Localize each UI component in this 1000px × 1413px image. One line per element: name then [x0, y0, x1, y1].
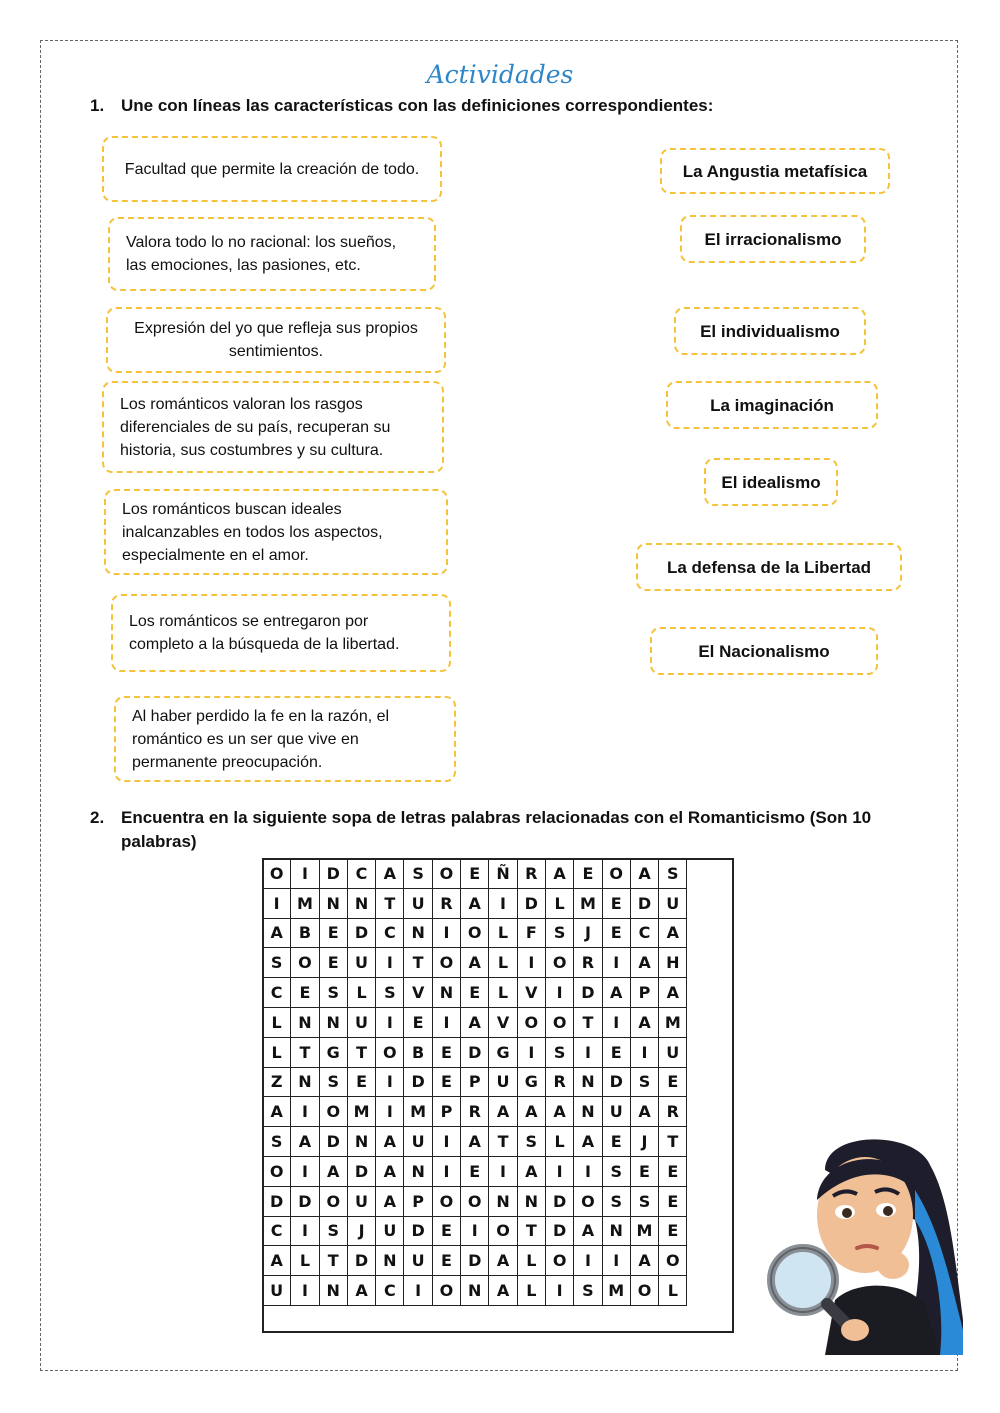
word-search-cell[interactable]: T — [376, 888, 404, 918]
term-text: La defensa de la Libertad — [666, 557, 872, 577]
word-search-cell[interactable]: Z — [263, 1067, 291, 1097]
word-search-cell[interactable]: E — [659, 1216, 687, 1246]
word-search-grid — [262, 858, 687, 1306]
word-search-cell[interactable]: O — [432, 859, 460, 889]
word-search-cell[interactable]: E — [432, 1216, 460, 1246]
word-search-cell[interactable]: L — [347, 978, 375, 1008]
word-search-cell[interactable]: R — [574, 948, 602, 978]
word-search-cell[interactable]: E — [461, 978, 489, 1008]
word-search-cell[interactable]: O — [319, 1186, 347, 1216]
word-search-cell[interactable]: A — [461, 948, 489, 978]
word-search-cell[interactable]: U — [602, 1097, 630, 1127]
word-search-cell[interactable]: S — [630, 1067, 658, 1097]
word-search-cell[interactable]: T — [574, 1007, 602, 1037]
word-search-cell[interactable]: L — [263, 1007, 291, 1037]
word-search-row — [263, 918, 687, 948]
word-search-cell[interactable]: C — [376, 918, 404, 948]
word-search-cell[interactable]: C — [263, 1216, 291, 1246]
word-search-cell[interactable]: U — [659, 888, 687, 918]
word-search-cell[interactable]: N — [404, 918, 432, 948]
word-search-row — [263, 1037, 687, 1067]
word-search-cell[interactable]: U — [263, 1276, 291, 1306]
word-search-cell[interactable]: A — [319, 1156, 347, 1186]
word-search-cell[interactable]: S — [404, 859, 432, 889]
word-search-cell[interactable]: D — [545, 1186, 573, 1216]
word-search-cell[interactable]: O — [659, 1246, 687, 1276]
word-search-cell[interactable]: E — [461, 1156, 489, 1186]
word-search-cell[interactable]: P — [404, 1186, 432, 1216]
word-search-cell[interactable]: I — [376, 1007, 404, 1037]
word-search-cell[interactable]: N — [574, 1097, 602, 1127]
word-search-cell[interactable]: I — [545, 1276, 573, 1306]
word-search-cell[interactable]: J — [574, 918, 602, 948]
word-search-cell[interactable]: A — [545, 859, 573, 889]
word-search-cell[interactable]: C — [263, 978, 291, 1008]
word-search-row — [263, 978, 687, 1008]
word-search-cell[interactable]: N — [602, 1216, 630, 1246]
word-search-cell[interactable]: S — [574, 1276, 602, 1306]
word-search-cell[interactable]: I — [602, 948, 630, 978]
term-box[interactable] — [680, 215, 866, 263]
word-search-cell[interactable]: U — [347, 1186, 375, 1216]
word-search-cell[interactable]: A — [659, 978, 687, 1008]
word-search-cell[interactable]: L — [263, 1037, 291, 1067]
word-search-cell[interactable]: E — [602, 1127, 630, 1157]
word-search-cell[interactable]: A — [489, 1246, 517, 1276]
term-box[interactable] — [636, 543, 902, 591]
word-search-cell[interactable]: S — [319, 1067, 347, 1097]
word-search-cell[interactable]: A — [347, 1276, 375, 1306]
word-search-cell[interactable]: N — [347, 888, 375, 918]
word-search-cell[interactable]: D — [347, 1156, 375, 1186]
word-search-row — [263, 859, 687, 889]
definition-text: Los románticos buscan ideales inalcanzables en todos los aspectos, especialmente en el amor. — [122, 500, 383, 564]
word-search-cell[interactable]: D — [630, 888, 658, 918]
word-search-cell[interactable]: R — [659, 1097, 687, 1127]
word-search-cell[interactable]: E — [630, 1156, 658, 1186]
word-search-cell[interactable]: C — [347, 859, 375, 889]
question-2 — [90, 806, 910, 854]
question-2-text: Encuentra en la siguiente sopa de letras palabras relacionadas con el Romanticismo (Son 10 palabras) — [121, 808, 872, 851]
word-search-cell[interactable]: I — [376, 1097, 404, 1127]
word-search-cell[interactable]: N — [291, 1007, 319, 1037]
word-search-cell[interactable]: O — [574, 1186, 602, 1216]
word-search-cell[interactable]: A — [263, 918, 291, 948]
word-search-cell[interactable]: D — [574, 978, 602, 1008]
page-title: Actividades — [426, 60, 574, 89]
avatar-detective-illustration — [765, 1130, 963, 1355]
word-search-cell[interactable]: I — [545, 978, 573, 1008]
word-search-cell[interactable]: M — [659, 1007, 687, 1037]
word-search-cell[interactable]: I — [404, 1276, 432, 1306]
term-text: El idealismo — [721, 472, 821, 492]
word-search-cell[interactable]: U — [404, 1246, 432, 1276]
word-search-cell[interactable]: D — [602, 1067, 630, 1097]
word-search-cell[interactable]: M — [602, 1276, 630, 1306]
definition-box[interactable] — [111, 594, 451, 672]
word-search-cell[interactable]: E — [659, 1186, 687, 1216]
word-search-cell[interactable]: O — [263, 859, 291, 889]
word-search-cell[interactable]: C — [630, 918, 658, 948]
word-search-cell[interactable]: I — [291, 1156, 319, 1186]
word-search-cell[interactable]: O — [461, 918, 489, 948]
word-search-cell[interactable]: N — [319, 1276, 347, 1306]
word-search-cell[interactable]: I — [489, 888, 517, 918]
word-search-cell[interactable]: E — [404, 1007, 432, 1037]
word-search-cell[interactable]: A — [376, 859, 404, 889]
definition-text: Expresión del yo que refleja sus propios sentimientos. — [134, 320, 418, 360]
word-search-cell[interactable]: U — [489, 1067, 517, 1097]
word-search-cell[interactable]: A — [461, 1127, 489, 1157]
word-search-cell[interactable]: E — [461, 859, 489, 889]
word-search-cell[interactable]: O — [432, 1186, 460, 1216]
word-search-cell[interactable]: O — [376, 1037, 404, 1067]
question-1-text: Une con líneas las características con las definiciones correspondientes: — [121, 96, 714, 115]
word-search-cell[interactable]: V — [404, 978, 432, 1008]
word-search-cell[interactable]: O — [432, 1276, 460, 1306]
word-search-cell[interactable]: F — [517, 918, 545, 948]
word-search-cell[interactable]: E — [432, 1067, 460, 1097]
word-search-cell[interactable]: O — [602, 859, 630, 889]
word-search-cell[interactable]: S — [602, 1156, 630, 1186]
word-search-cell[interactable]: M — [291, 888, 319, 918]
word-search-cell[interactable]: E — [602, 918, 630, 948]
definition-box[interactable] — [108, 217, 436, 291]
word-search-cell[interactable]: D — [545, 1216, 573, 1246]
word-search-row — [263, 1007, 687, 1037]
word-search-cell[interactable]: N — [404, 1156, 432, 1186]
word-search-cell[interactable]: I — [291, 1216, 319, 1246]
word-search-row — [263, 1097, 687, 1127]
word-search-cell[interactable]: I — [291, 1276, 319, 1306]
word-search-cell[interactable]: S — [602, 1186, 630, 1216]
word-search-cell[interactable]: I — [602, 1007, 630, 1037]
word-search-cell[interactable]: A — [574, 1127, 602, 1157]
word-search-cell[interactable]: I — [432, 1007, 460, 1037]
word-search-cell[interactable]: O — [291, 948, 319, 978]
word-search-cell[interactable]: R — [517, 859, 545, 889]
word-search-cell[interactable]: E — [659, 1156, 687, 1186]
word-search-cell[interactable]: A — [630, 948, 658, 978]
question-1-number: 1. — [90, 96, 105, 115]
word-search-cell[interactable]: T — [517, 1216, 545, 1246]
word-search-cell[interactable]: M — [630, 1216, 658, 1246]
word-search-cell[interactable]: O — [319, 1097, 347, 1127]
word-search-cell[interactable]: S — [263, 1127, 291, 1157]
word-search-cell[interactable]: A — [630, 1007, 658, 1037]
word-search-cell[interactable]: E — [291, 978, 319, 1008]
word-search-cell[interactable]: O — [263, 1156, 291, 1186]
word-search-cell[interactable]: V — [517, 978, 545, 1008]
word-search-cell[interactable]: I — [574, 1246, 602, 1276]
word-search-cell[interactable]: D — [291, 1186, 319, 1216]
word-search-cell[interactable]: N — [319, 888, 347, 918]
word-search-cell[interactable]: A — [263, 1246, 291, 1276]
term-text: La Angustia metafísica — [682, 161, 868, 181]
word-search-cell[interactable]: N — [461, 1276, 489, 1306]
word-search-cell[interactable]: T — [489, 1127, 517, 1157]
word-search-cell[interactable]: O — [545, 948, 573, 978]
word-search-cell[interactable]: I — [574, 1037, 602, 1067]
word-search-cell[interactable]: J — [630, 1127, 658, 1157]
word-search-cell[interactable]: A — [461, 1007, 489, 1037]
word-search-cell[interactable]: L — [545, 1127, 573, 1157]
word-search-cell[interactable]: I — [376, 1067, 404, 1097]
word-search-cell[interactable]: I — [263, 888, 291, 918]
word-search-cell[interactable]: E — [602, 1037, 630, 1067]
word-search-cell[interactable]: S — [517, 1127, 545, 1157]
word-search-cell[interactable]: L — [291, 1246, 319, 1276]
word-search-cell[interactable]: B — [404, 1037, 432, 1067]
word-search-cell[interactable]: S — [545, 1037, 573, 1067]
word-search-cell[interactable]: O — [630, 1276, 658, 1306]
word-search-cell[interactable]: A — [376, 1127, 404, 1157]
question-1 — [90, 94, 890, 118]
word-search-cell[interactable]: I — [545, 1156, 573, 1186]
word-search-cell[interactable]: A — [376, 1156, 404, 1186]
word-search-cell[interactable]: Ñ — [489, 859, 517, 889]
word-search-row — [263, 1246, 687, 1276]
word-search-cell[interactable]: E — [659, 1067, 687, 1097]
word-search-cell[interactable]: P — [630, 978, 658, 1008]
word-search-cell[interactable]: L — [659, 1276, 687, 1306]
word-search-cell[interactable]: I — [574, 1156, 602, 1186]
definition-text: Al haber perdido la fe en la razón, el romántico es un ser que vive en permanente preocupación. — [132, 707, 390, 771]
word-search-cell[interactable]: D — [263, 1186, 291, 1216]
word-search-cell[interactable]: E — [602, 888, 630, 918]
term-text: La imaginación — [710, 395, 834, 415]
word-search-cell[interactable]: A — [489, 1097, 517, 1127]
word-search-cell[interactable]: I — [291, 859, 319, 889]
word-search-cell[interactable]: P — [432, 1097, 460, 1127]
word-search-cell[interactable]: I — [517, 948, 545, 978]
definition-text: Facultad que permite la creación de todo. — [124, 160, 420, 178]
word-search-cell[interactable]: D — [517, 888, 545, 918]
term-text: El individualismo — [700, 321, 840, 341]
word-search-cell[interactable]: A — [630, 1097, 658, 1127]
word-search-cell[interactable]: L — [545, 888, 573, 918]
word-search-cell[interactable]: I — [376, 948, 404, 978]
word-search-cell[interactable]: L — [517, 1246, 545, 1276]
word-search-cell[interactable]: L — [489, 918, 517, 948]
word-search-cell[interactable]: T — [659, 1127, 687, 1157]
word-search-cell[interactable]: D — [319, 859, 347, 889]
word-search-cell[interactable]: D — [347, 1246, 375, 1276]
word-search-cell[interactable]: A — [630, 859, 658, 889]
definition-box[interactable] — [102, 136, 442, 202]
word-search-cell[interactable]: A — [630, 1246, 658, 1276]
word-search-cell[interactable]: N — [291, 1067, 319, 1097]
word-search-cell[interactable]: R — [545, 1067, 573, 1097]
word-search-row — [263, 1127, 687, 1157]
word-search-cell[interactable]: B — [291, 918, 319, 948]
term-text: El irracionalismo — [704, 229, 842, 249]
word-search-cell[interactable]: T — [404, 948, 432, 978]
word-search-cell[interactable]: U — [404, 888, 432, 918]
word-search-cell[interactable]: A — [659, 918, 687, 948]
word-search-cell[interactable]: A — [602, 978, 630, 1008]
word-search-cell[interactable]: A — [376, 1186, 404, 1216]
word-search-cell[interactable]: H — [659, 948, 687, 978]
word-search-cell[interactable]: G — [489, 1037, 517, 1067]
word-search-cell[interactable]: M — [574, 888, 602, 918]
definition-box[interactable] — [102, 381, 444, 473]
word-search-cell[interactable]: D — [404, 1216, 432, 1246]
word-search-cell[interactable]: I — [489, 1156, 517, 1186]
word-search-cell[interactable]: S — [659, 859, 687, 889]
word-search-cell[interactable]: I — [432, 918, 460, 948]
word-search-cell[interactable]: N — [347, 1127, 375, 1157]
word-search-cell[interactable]: L — [489, 978, 517, 1008]
word-search-cell[interactable]: U — [659, 1037, 687, 1067]
word-search-cell[interactable]: M — [347, 1097, 375, 1127]
definition-text: Valora todo lo no racional: los sueños, las emociones, las pasiones, etc. — [126, 234, 397, 274]
word-search-row — [263, 948, 687, 978]
word-search-cell[interactable]: I — [602, 1246, 630, 1276]
word-search-cell[interactable]: U — [376, 1216, 404, 1246]
word-search-cell[interactable]: I — [630, 1037, 658, 1067]
word-search-cell[interactable]: D — [461, 1246, 489, 1276]
word-search-row — [263, 888, 687, 918]
word-search-cell[interactable]: I — [432, 1127, 460, 1157]
word-search-cell[interactable]: G — [517, 1067, 545, 1097]
word-search-cell[interactable]: I — [291, 1097, 319, 1127]
term-box[interactable] — [666, 381, 878, 429]
word-search-cell[interactable]: L — [517, 1276, 545, 1306]
word-search-cell[interactable]: R — [461, 1097, 489, 1127]
word-search-cell[interactable]: P — [461, 1067, 489, 1097]
word-search-cell[interactable]: U — [404, 1127, 432, 1157]
word-search-cell[interactable]: T — [347, 1037, 375, 1067]
word-search-cell[interactable]: J — [347, 1216, 375, 1246]
word-search-cell[interactable]: E — [432, 1037, 460, 1067]
word-search-cell[interactable]: A — [489, 1276, 517, 1306]
term-text: El Nacionalismo — [698, 641, 830, 661]
definition-box[interactable] — [114, 696, 456, 782]
word-search-cell[interactable]: N — [432, 978, 460, 1008]
word-search-row — [263, 1276, 687, 1306]
term-box[interactable] — [704, 458, 838, 506]
definition-text: Los románticos valoran los rasgos diferenciales de su país, recuperan su historia, sus costumbres y su cultura. — [120, 395, 391, 459]
word-search-cell[interactable]: D — [461, 1037, 489, 1067]
word-search-cell[interactable]: M — [404, 1097, 432, 1127]
word-search-cell[interactable]: S — [545, 918, 573, 948]
word-search-cell[interactable]: N — [319, 1007, 347, 1037]
word-search-cell[interactable]: D — [404, 1067, 432, 1097]
definition-box[interactable] — [104, 489, 448, 575]
word-search-cell[interactable]: E — [319, 948, 347, 978]
word-search-cell[interactable]: A — [545, 1097, 573, 1127]
word-search-cell[interactable]: A — [574, 1216, 602, 1246]
word-search-cell[interactable]: R — [432, 888, 460, 918]
word-search-cell[interactable]: V — [489, 1007, 517, 1037]
word-search-cell[interactable]: A — [517, 1097, 545, 1127]
word-search-cell[interactable]: D — [319, 1127, 347, 1157]
word-search-cell[interactable]: O — [489, 1216, 517, 1246]
word-search-cell[interactable]: A — [263, 1097, 291, 1127]
word-search-cell[interactable]: N — [517, 1186, 545, 1216]
word-search-cell[interactable]: T — [291, 1037, 319, 1067]
word-search-cell[interactable]: A — [291, 1127, 319, 1157]
word-search-cell[interactable]: S — [319, 978, 347, 1008]
word-search-cell[interactable]: S — [630, 1186, 658, 1216]
word-search-cell[interactable]: N — [574, 1067, 602, 1097]
word-search-cell[interactable]: E — [347, 1067, 375, 1097]
word-search-row — [263, 1067, 687, 1097]
word-search-cell[interactable]: D — [347, 918, 375, 948]
word-search-cell[interactable]: S — [319, 1216, 347, 1246]
word-search-cell[interactable]: L — [489, 948, 517, 978]
word-search-cell[interactable]: O — [517, 1007, 545, 1037]
word-search-row — [263, 1156, 687, 1186]
word-search-cell[interactable]: A — [461, 888, 489, 918]
word-search-cell[interactable]: C — [376, 1276, 404, 1306]
word-search-cell[interactable]: O — [545, 1007, 573, 1037]
word-search-row — [263, 1186, 687, 1216]
word-search-cell[interactable]: S — [263, 948, 291, 978]
word-search-cell[interactable]: E — [319, 918, 347, 948]
word-search-row — [263, 1216, 687, 1246]
term-box[interactable] — [674, 307, 866, 355]
word-search-cell[interactable]: T — [319, 1246, 347, 1276]
word-search-cell[interactable]: I — [517, 1037, 545, 1067]
word-search-cell[interactable]: S — [376, 978, 404, 1008]
word-search-cell[interactable]: E — [432, 1246, 460, 1276]
word-search-cell[interactable]: N — [376, 1246, 404, 1276]
word-search-cell[interactable]: O — [432, 948, 460, 978]
word-search-cell[interactable]: O — [461, 1186, 489, 1216]
word-search-cell[interactable]: U — [347, 948, 375, 978]
term-box[interactable] — [660, 148, 890, 194]
word-search-cell[interactable]: U — [347, 1007, 375, 1037]
definition-box[interactable] — [106, 307, 446, 373]
definition-text: Los románticos se entregaron por completo a la búsqueda de la libertad. — [129, 613, 400, 653]
word-search-cell[interactable]: O — [545, 1246, 573, 1276]
word-search-cell[interactable]: N — [489, 1186, 517, 1216]
word-search-cell[interactable]: E — [574, 859, 602, 889]
question-2-number: 2. — [90, 808, 105, 827]
word-search-cell[interactable]: G — [319, 1037, 347, 1067]
word-search-cell[interactable]: A — [517, 1156, 545, 1186]
word-search-cell[interactable]: I — [461, 1216, 489, 1246]
word-search-cell[interactable]: I — [432, 1156, 460, 1186]
term-box[interactable] — [650, 627, 878, 675]
